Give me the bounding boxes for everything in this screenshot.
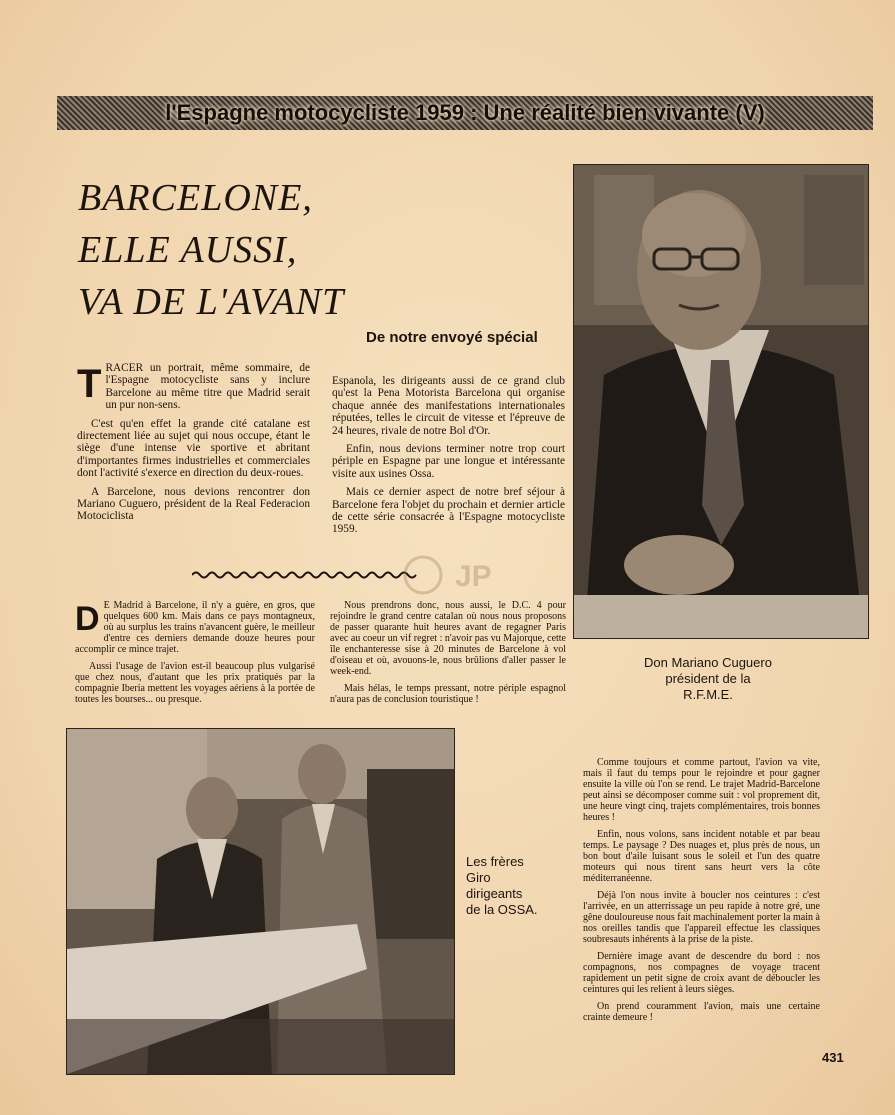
- paragraph: On prend couramment l'avion, mais une certaine crainte demeure !: [583, 1001, 820, 1023]
- paragraph: TRACER un portrait, même sommaire, de l'Espagne motocycliste sans y inclure Barcelone au même titre que Madrid serait un pur non-sens.: [77, 362, 310, 412]
- intro-column-2: [332, 375, 565, 542]
- page-number: 431: [822, 1050, 844, 1065]
- portrait-photo: [573, 164, 869, 639]
- paragraph: A Barcelone, nous devions rencontrer don Mariano Cuguero, président de la Real Federacion Motociclista: [77, 485, 310, 523]
- headline-line: VA DE L'AVANT: [78, 281, 345, 323]
- paragraph: Espanola, les dirigeants aussi de ce grand club qu'est la Pena Motorista Barcelona qui organise chaque année des manifestations internationales réputées, telles le circuit de vitesse et l'épreuve de 24 heures, rivale de notre Bol d'Or.: [332, 375, 565, 437]
- dropcap: D: [75, 600, 100, 638]
- paragraph: Comme toujours et comme partout, l'avion va vite, mais il faut du temps pour le rejoindre et pour gagner ensuite la ville où l'on se rend. Le trajet Madrid-Barcelone peut ainsi se décomposer comme suit : vol proprement dit, une heure vingt cinq, trajets complémentaires, trois bonnes heures !: [583, 757, 820, 823]
- headline-line: BARCELONE,: [78, 177, 313, 219]
- portrait-caption: Don Mariano Cuguero président de la R.F.M.E.: [644, 655, 772, 702]
- paragraph: Enfin, nous devions terminer notre trop court périple en Espagne par une longue et intéressante visite aux usines Ossa.: [332, 443, 565, 480]
- wavy-divider: [192, 570, 422, 580]
- paragraph: Mais hélas, le temps pressant, notre périple espagnol n'aura pas de conclusion touristique !: [330, 683, 566, 705]
- paragraph: Aussi l'usage de l'avion est-il beaucoup plus vulgarisé que chez nous, d'autant que les prix pratiqués par la compagnie Iberia mettent les voyages aériens à la portée de toutes les bourses... ou presque.: [75, 661, 315, 705]
- section2-column-2: [330, 600, 566, 711]
- dropcap: T: [77, 362, 102, 406]
- brothers-caption: Les frères Giro dirigeants de la OSSA.: [466, 854, 538, 917]
- paragraph: Nous prendrons donc, nous aussi, le D.C. 4 pour rejoindre le grand centre catalan où nous nous proposons de passer quarante huit heures avant de regagner Paris avec au coeur un vif regret : n'avoir pas vu Majorque, cette île enchanteresse sise à 20 minutes de Barcelone à vol d'oiseau et où, avouons-le, nous brûlions d'aller passer le week-end.: [330, 600, 566, 677]
- watermark-text: JP: [455, 560, 492, 593]
- intro-column-1: [77, 362, 310, 529]
- paragraph: C'est qu'en effet la grande cité catalane est directement liée au sujet qui nous occupe, étant le siège d'une intense vie sportive et abritant d'importantes firmes industrielles et commerciales dont l'activité s'exerce en direction du deux-roues.: [77, 417, 310, 480]
- banner-text: l'Espagne motocycliste 1959 : Une réalité bien vivante (V): [165, 100, 765, 125]
- headline-line: ELLE AUSSI,: [78, 229, 298, 271]
- section2-column-1: [75, 600, 315, 711]
- paragraph: Enfin, nous volons, sans incident notable et par beau temps. Le paysage ? Des nuages et, plus près de nous, un bon bout d'aile luisant sous le soleil et l'un des quatre moteurs qui nous tirent sans heurt vers la côte méditerranéenne.: [583, 829, 820, 884]
- series-banner: [57, 96, 873, 130]
- paragraph: D E Madrid à Barcelone, il n'y a guère, en gros, que quelques 600 km. Mais dans ce pays montagneux, où au surplus les trains n'avancent guère, le meilleur d'entre ces derniers demande douze heures pour accomplir ce mince trajet.: [75, 600, 315, 655]
- paragraph: Mais ce dernier aspect de notre bref séjour à Barcelone fera l'objet du prochain et dernier article de cette série consacrée à l'Espagne motocycliste 1959.: [332, 486, 565, 536]
- brothers-photo: [66, 728, 455, 1075]
- paragraph: Dernière image avant de descendre du bord : nos compagnons, nos compagnes de voyage tracent rapidement un petit signe de croix avant de déboucler les ceintures qui les relient à leurs sièges.: [583, 951, 820, 995]
- section3-column: [583, 757, 820, 1029]
- paragraph: Déjà l'on nous invite à boucler nos ceintures : c'est l'arrivée, en un atterrissage un peu rapide à notre gré, une gêne douloureuse nous fait machinalement porter la main à nos oreilles tandis que l'appareil effectue les classiques soubresauts inhérents à la prise de la piste.: [583, 890, 820, 945]
- watermark-logo: [395, 552, 515, 598]
- byline: De notre envoyé spécial: [366, 329, 538, 346]
- article-headline: [78, 172, 518, 328]
